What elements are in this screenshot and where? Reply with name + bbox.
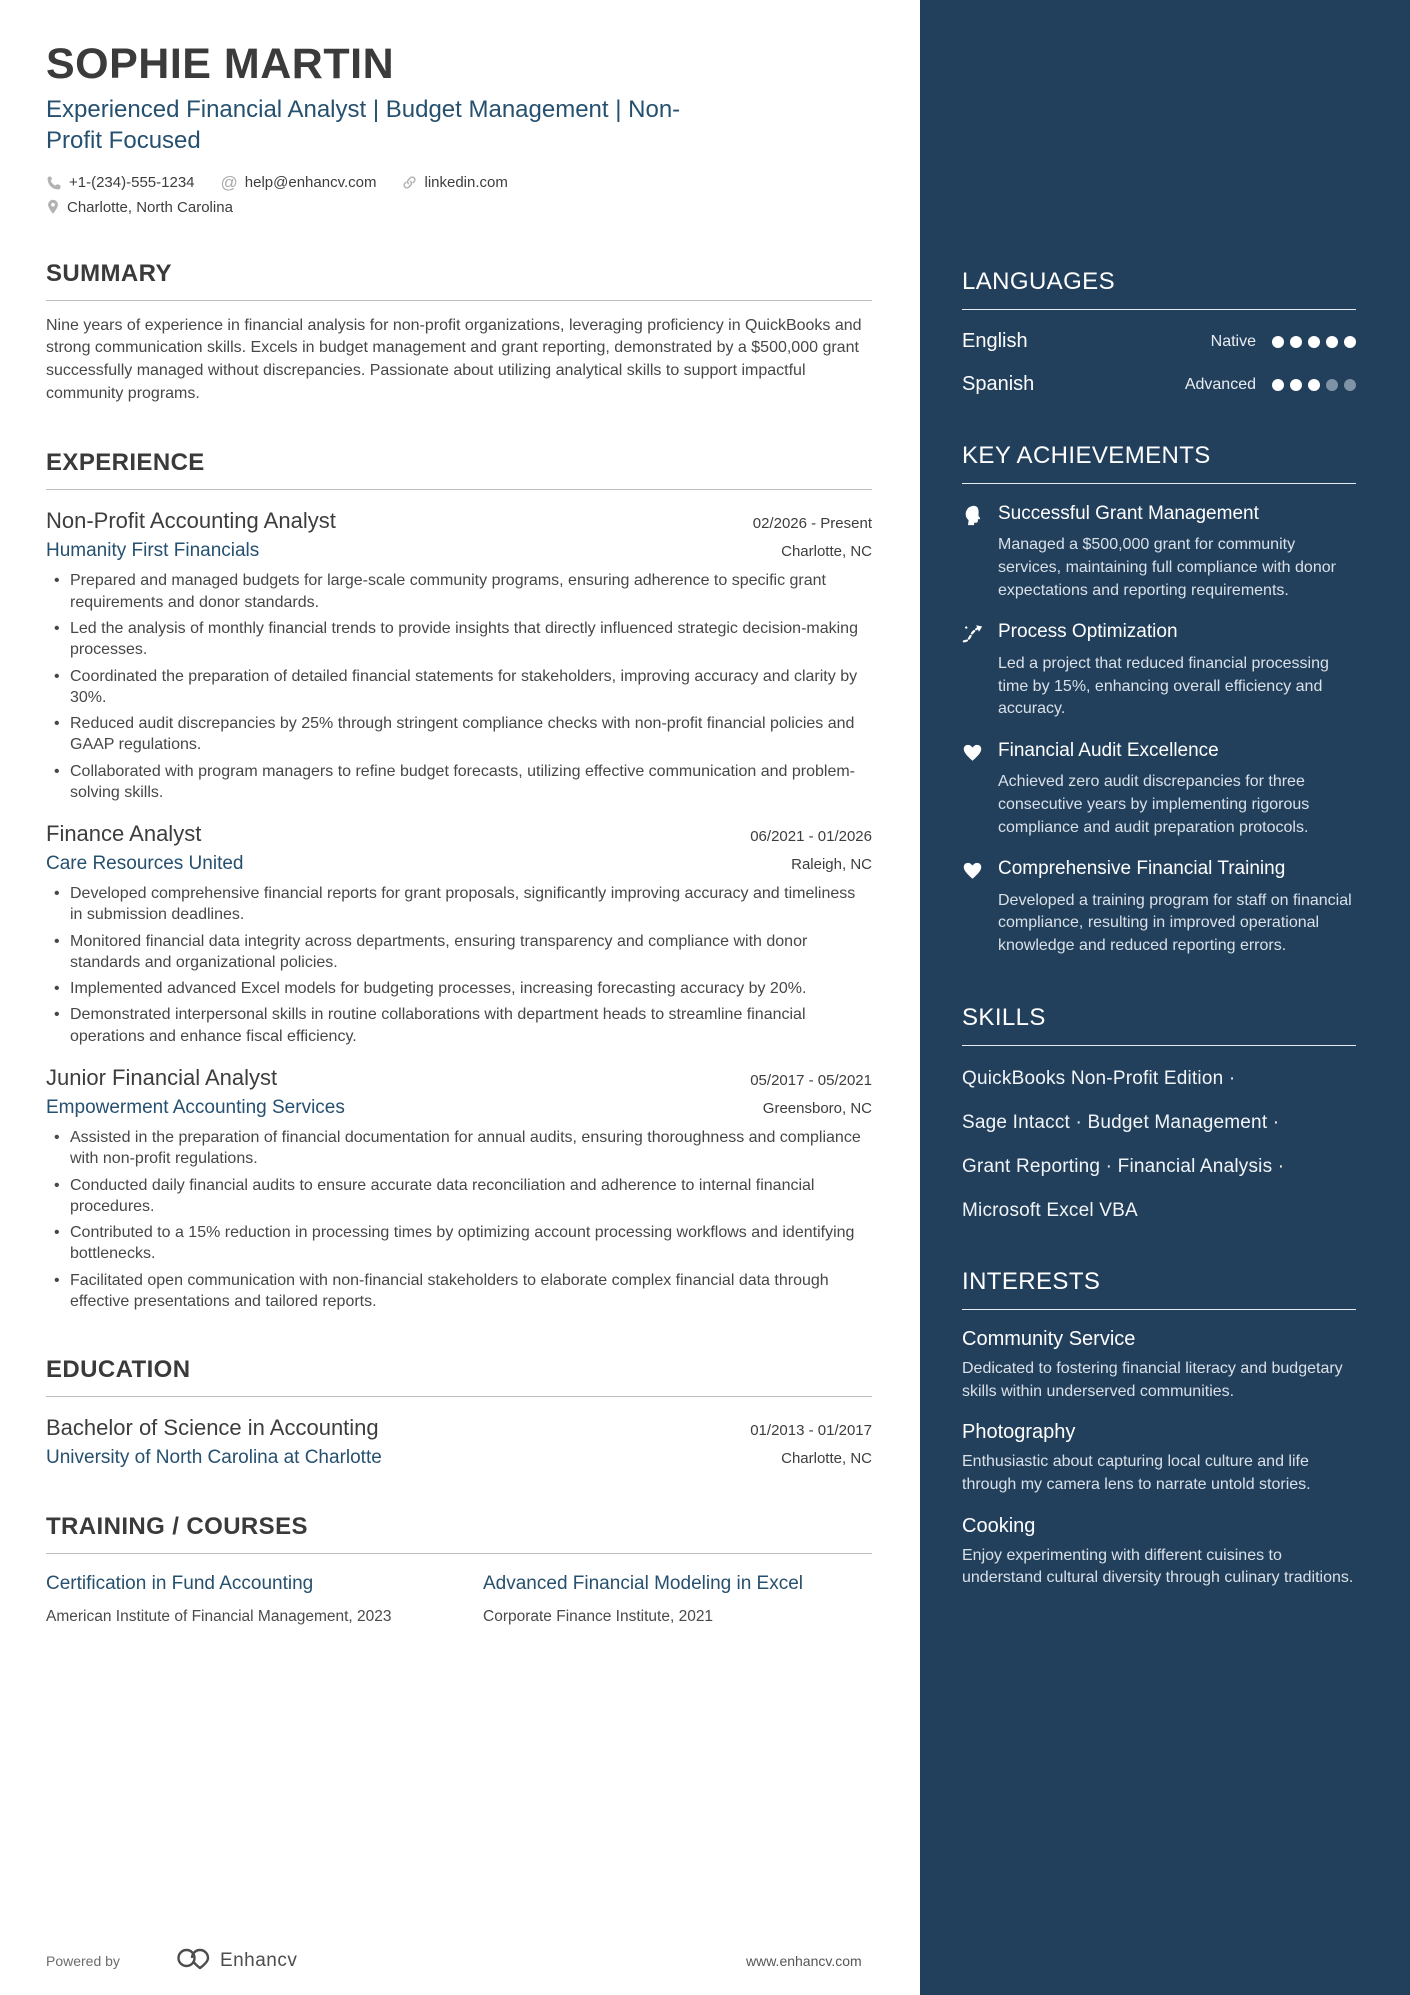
job-location: Greensboro, NC	[762, 1099, 872, 1117]
interest-title: Community Service	[962, 1327, 1136, 1350]
course-provider: American Institute of Financial Management, 2023	[46, 1607, 392, 1625]
interest-item	[962, 1328, 1356, 1403]
location-pin-icon	[46, 199, 60, 216]
summary-section	[46, 260, 872, 406]
interest-description: Dedicated to fostering financial literacy and budgetary skills within underserved communities.	[962, 1359, 1343, 1400]
achievements-heading: KEY ACHIEVEMENTS	[962, 442, 1356, 484]
resume-header	[46, 42, 872, 216]
job-company: Care Resources United	[46, 853, 244, 875]
training-section	[46, 1513, 872, 1628]
at-icon: @	[220, 172, 238, 192]
trend-arrow-icon	[962, 620, 998, 720]
achievement-item	[962, 739, 1356, 839]
languages-heading: LANGUAGES	[962, 268, 1356, 310]
job-bullets	[46, 883, 872, 1047]
skill-line: Grant Reporting · Financial Analysis ·	[962, 1155, 1285, 1177]
course-list	[46, 1572, 872, 1628]
language-proficiency-dots	[1272, 379, 1356, 391]
job-bullet: • Contributed to a 15% reduction in processing times by optimizing account processing workflows and identifying bottlenecks.	[70, 1222, 872, 1265]
person-name: SOPHIE MARTIN	[46, 40, 395, 88]
skill-line: QuickBooks Non-Profit Edition ·	[962, 1067, 1236, 1089]
website-url[interactable]: linkedin.com	[424, 174, 508, 192]
achievement-title: Successful Grant Management	[998, 503, 1259, 524]
experience-section	[46, 449, 872, 1312]
mind-icon	[962, 502, 998, 602]
job-dates: 06/2021 - 01/2026	[750, 828, 872, 846]
email-address[interactable]: help@enhancv.com	[244, 174, 377, 192]
phone-icon	[46, 175, 62, 191]
job-bullet: • Monitored financial data integrity across departments, ensuring transparency and compliance with donor standards and organizational policies.	[70, 931, 872, 974]
education-section	[46, 1356, 872, 1469]
job-bullet: • Reduced audit discrepancies by 25% through stringent compliance checks with non-profit financial policies and GAAP regulations.	[70, 713, 872, 756]
achievement-title: Financial Audit Excellence	[998, 739, 1219, 761]
interest-title: Photography	[962, 1421, 1076, 1444]
education-entry	[46, 1415, 872, 1469]
job-bullet: • Coordinated the preparation of detailed financial statements for stakeholders, improving accuracy and clarity by 30%.	[70, 666, 872, 709]
interests-section	[962, 1268, 1356, 1590]
job-location: Charlotte, NC	[781, 543, 872, 561]
course-entry	[483, 1572, 872, 1628]
language-level: Native	[1210, 332, 1256, 350]
achievement-title: Comprehensive Financial Training	[998, 858, 1286, 880]
language-name: Spanish	[962, 373, 1035, 395]
language-proficiency-dots	[1272, 336, 1356, 348]
course-entry	[46, 1572, 435, 1628]
course-title: Advanced Financial Modeling in Excel	[483, 1573, 804, 1595]
achievement-description: Developed a training program for staff on financial compliance, resulting in improved operational knowledge and reduced reporting errors.	[998, 891, 1352, 955]
summary-heading: SUMMARY	[46, 260, 872, 301]
job-title: Non-Profit Accounting Analyst	[46, 508, 336, 534]
language-row	[962, 330, 1356, 353]
location-contact	[46, 199, 233, 216]
job-bullet: • Assisted in the preparation of financial documentation for annual audits, ensuring thoroughness and compliance with non-profit regulations.	[70, 1127, 872, 1170]
enhancv-logo-icon	[176, 1946, 210, 1975]
link-icon	[402, 175, 417, 190]
education-degree: Bachelor of Science in Accounting	[46, 1415, 379, 1441]
experience-heading: EXPERIENCE	[46, 449, 872, 490]
job-bullet: • Led the analysis of monthly financial trends to provide insights that directly influenced strategic decision-making processes.	[70, 618, 872, 661]
footer-url[interactable]: www.enhancv.com	[746, 1952, 862, 1969]
person-title: Experienced Financial Analyst | Budget Management | Non-Profit Focused	[46, 96, 681, 154]
skills-section	[962, 1004, 1356, 1222]
course-provider: Corporate Finance Institute, 2021	[483, 1607, 714, 1625]
achievement-title: Process Optimization	[998, 621, 1178, 643]
job-bullet: • Developed comprehensive financial reports for grant proposals, significantly improving accuracy and timeliness in submission deadlines.	[70, 883, 872, 926]
job-bullets	[46, 570, 872, 803]
course-title: Certification in Fund Accounting	[46, 1573, 314, 1595]
enhancv-brand-name: Enhancv	[219, 1949, 298, 1971]
skill-line: Microsoft Excel VBA	[962, 1199, 1138, 1221]
phone-number: +1-(234)-555-1234	[69, 174, 195, 192]
job-bullet: • Implemented advanced Excel models for budgeting processes, increasing forecasting accuracy by 20%.	[70, 978, 872, 999]
interest-item	[962, 1515, 1356, 1590]
contact-row	[46, 173, 872, 193]
heart-icon	[962, 857, 998, 957]
phone-contact	[46, 174, 195, 191]
skill-line: Sage Intacct · Budget Management ·	[962, 1111, 1280, 1133]
job-company: Humanity First Financials	[46, 540, 260, 562]
job-dates: 05/2017 - 05/2021	[750, 1071, 872, 1089]
skills-heading: SKILLS	[962, 1004, 1356, 1046]
job-company: Empowerment Accounting Services	[46, 1096, 345, 1118]
powered-by-label: Powered by	[46, 1952, 120, 1969]
job-title: Finance Analyst	[46, 821, 202, 847]
languages-section	[962, 268, 1356, 396]
summary-text: Nine years of experience in financial analysis for non-profit organizations, leveraging proficiency in QuickBooks and strong communication skills. Excels in budget management and grant reporting, demonstrated by a $500,000 grant successfully managed without discrepancies. Passionate about utilizing analytical skills to support impactful community programs.	[46, 316, 862, 402]
page-footer	[46, 1946, 872, 1975]
job-entry	[46, 821, 872, 1047]
interest-description: Enjoy experimenting with different cuisines to understand cultural diversity through culinary traditions.	[962, 1546, 1354, 1587]
job-entry	[46, 1065, 872, 1312]
job-location: Raleigh, NC	[791, 856, 872, 874]
education-location: Charlotte, NC	[781, 1450, 872, 1468]
achievement-item	[962, 502, 1356, 602]
achievement-description: Led a project that reduced financial processing time by 15%, enhancing overall efficiency and accuracy.	[998, 654, 1329, 718]
achievement-description: Managed a $500,000 grant for community services, maintaining full compliance with donor expectations and reporting requirements.	[998, 536, 1336, 599]
education-heading: EDUCATION	[46, 1356, 872, 1397]
website-contact[interactable]	[402, 174, 507, 191]
achievement-item	[962, 857, 1356, 957]
job-bullet: • Facilitated open communication with non-financial stakeholders to elaborate complex financial data through effective presentations and tailored reports.	[70, 1270, 872, 1313]
sidebar	[920, 0, 1410, 1995]
job-bullet: • Prepared and managed budgets for large-scale community programs, ensuring adherence to specific grant requirements and donor standards.	[70, 570, 872, 613]
education-dates: 01/2013 - 01/2017	[750, 1422, 872, 1440]
achievements-section	[962, 442, 1356, 958]
language-level: Advanced	[1184, 375, 1256, 393]
job-bullets	[46, 1127, 872, 1312]
achievement-item	[962, 620, 1356, 720]
education-school: University of North Carolina at Charlotte	[46, 1447, 382, 1469]
interest-item	[962, 1421, 1356, 1496]
achievement-description: Achieved zero audit discrepancies for three consecutive years by implementing rigorous compliance and audit preparation protocols.	[998, 773, 1310, 836]
interests-heading: INTERESTS	[962, 1268, 1356, 1310]
job-entry	[46, 508, 872, 803]
job-bullet: • Demonstrated interpersonal skills in routine collaborations with department heads to streamline financial operations and enhance fiscal efficiency.	[70, 1004, 872, 1047]
job-title: Junior Financial Analyst	[46, 1064, 278, 1090]
heart-icon	[962, 739, 998, 839]
email-contact[interactable]	[221, 173, 377, 193]
job-dates: 02/2026 - Present	[752, 515, 872, 533]
job-bullet: • Collaborated with program managers to refine budget forecasts, utilizing effective communication and problem-solving skills.	[70, 761, 872, 804]
job-bullet: • Conducted daily financial audits to ensure accurate data reconciliation and adherence to internal financial procedures.	[70, 1175, 872, 1218]
location-row	[46, 199, 872, 216]
interest-description: Enthusiastic about capturing local culture and life through my camera lens to narrate untold stories.	[962, 1453, 1311, 1494]
language-name: English	[962, 330, 1028, 352]
location-text: Charlotte, North Carolina	[67, 198, 233, 216]
training-heading: TRAINING / COURSES	[46, 1513, 872, 1554]
language-row	[962, 373, 1356, 396]
interest-title: Cooking	[962, 1514, 1036, 1537]
